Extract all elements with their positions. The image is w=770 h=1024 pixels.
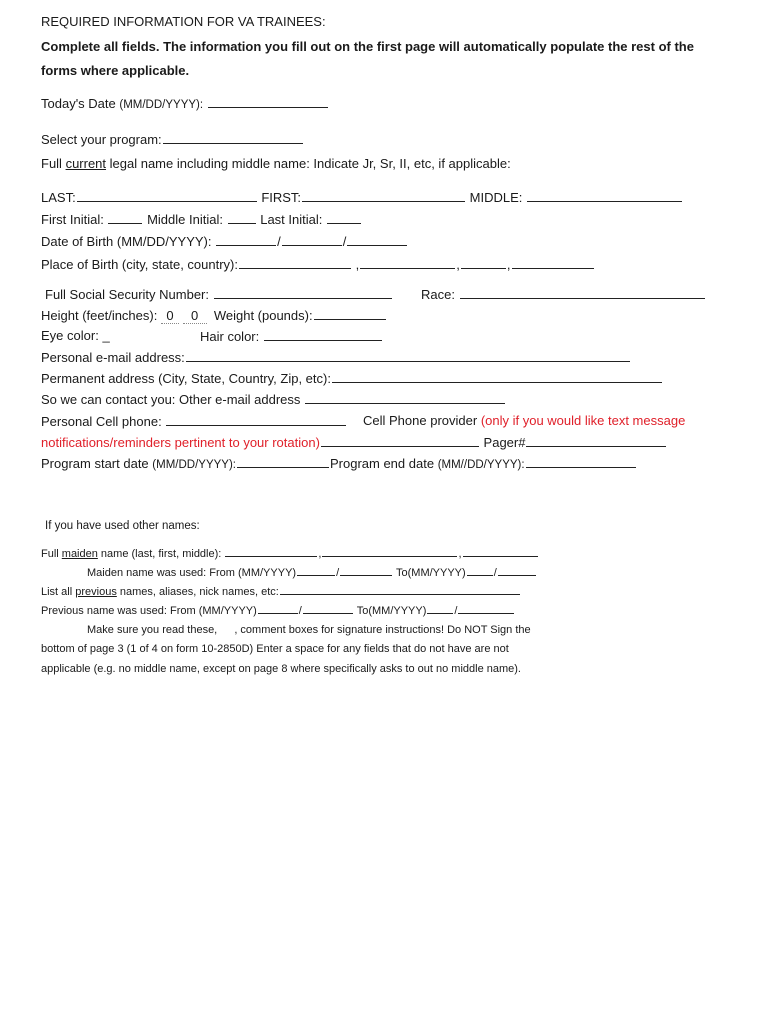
maiden-to-slash: / — [493, 567, 497, 579]
pager-field[interactable] — [526, 434, 666, 447]
maiden-label-post: name (last, first, middle): — [97, 548, 222, 560]
cell-provider-field[interactable] — [321, 434, 479, 447]
program-dates-row — [41, 455, 637, 473]
program-label: Select your program: — [41, 132, 162, 147]
ssn-row — [45, 286, 393, 303]
previous-to-month[interactable] — [427, 601, 453, 614]
eye-color-field[interactable]: _ — [102, 328, 110, 343]
dob-year-field[interactable] — [347, 233, 407, 246]
last-initial-label: Last Initial: — [260, 212, 323, 227]
previous-to-slash: / — [454, 605, 458, 617]
other-email-row — [41, 391, 506, 408]
previous-from-year[interactable] — [303, 601, 353, 614]
dob-sep-2: / — [342, 234, 347, 249]
maiden-comma-1: , — [318, 548, 322, 560]
maiden-to-year[interactable] — [498, 563, 536, 576]
list-label-pre: List all — [41, 586, 76, 598]
pob-sep-1: , — [355, 257, 360, 272]
cell-phone-label: Personal Cell phone: — [41, 414, 162, 429]
height-weight-row — [41, 307, 387, 324]
email-label: Personal e-mail address: — [41, 350, 185, 365]
height-label: Height (feet/inches): — [41, 308, 158, 323]
height-inches-field[interactable]: 0 — [183, 309, 207, 324]
race-row — [421, 286, 706, 303]
maiden-middle-field[interactable] — [463, 544, 538, 557]
footer-line-1 — [87, 622, 531, 638]
list-label-post: names, aliases, nick names, etc: — [116, 586, 279, 598]
pob-label: Place of Birth (city, state, country): — [41, 257, 238, 272]
legal-name-current: current — [65, 156, 107, 171]
previous-used-row — [41, 601, 515, 619]
maiden-used-row — [87, 563, 537, 581]
other-email-label: So we can contact you: Other e-mail address — [41, 392, 301, 407]
address-field[interactable] — [332, 370, 662, 383]
maiden-from-month[interactable] — [297, 563, 335, 576]
instruction-line-1: Complete all fields. The information you fill out on the first page will automatically populate the rest of the — [41, 39, 694, 54]
dob-day-field[interactable] — [282, 233, 342, 246]
legal-name-instructions — [41, 156, 511, 172]
previous-names-row — [41, 582, 521, 600]
program-end-format: (MM//DD/YYYY): — [437, 459, 525, 471]
pob-state-field[interactable] — [360, 256, 455, 269]
middle-initial-field[interactable] — [228, 211, 256, 224]
footer-line-1a: Make sure you read these, — [87, 624, 218, 636]
cell-provider-note-2: notifications/reminders pertinent to your rotation) — [41, 435, 320, 450]
dob-month-field[interactable] — [216, 233, 276, 246]
middle-name-field[interactable] — [527, 189, 682, 202]
address-row — [41, 370, 663, 387]
cell-provider-label: Cell Phone provider — [363, 413, 478, 428]
height-feet-field[interactable]: 0 — [161, 309, 179, 324]
ssn-field[interactable] — [214, 286, 392, 299]
maiden-from-year[interactable] — [340, 563, 392, 576]
todays-date-row — [41, 95, 329, 113]
previous-to-year[interactable] — [458, 601, 514, 614]
pob-sep-2: , — [456, 257, 460, 272]
email-field[interactable] — [186, 349, 630, 362]
last-name-field[interactable] — [77, 189, 257, 202]
maiden-last-field[interactable] — [225, 544, 317, 557]
hair-color-field[interactable] — [264, 328, 382, 341]
pob-extra-field[interactable] — [512, 256, 594, 269]
footer-line-2: bottom of page 3 (1 of 4 on form 10-2850D) Enter a space for any fields that do not have are not — [41, 643, 509, 655]
legal-name-label-pre: Full — [41, 156, 66, 171]
last-initial-field[interactable] — [327, 211, 361, 224]
program-end-field[interactable] — [526, 455, 636, 468]
initials-row — [41, 211, 362, 228]
dob-row — [41, 233, 408, 250]
race-field[interactable] — [460, 286, 705, 299]
form-title: REQUIRED INFORMATION FOR VA TRAINEES: — [41, 14, 326, 29]
middle-name-label: MIDDLE: — [469, 190, 523, 205]
hair-color-label: Hair color: — [200, 329, 260, 344]
footer-line-1b: , comment boxes for signature instructions! Do NOT Sign the — [234, 624, 531, 636]
maiden-label-pre: Full — [41, 548, 62, 560]
todays-date-field[interactable] — [208, 95, 328, 108]
first-name-field[interactable] — [302, 189, 465, 202]
program-start-field[interactable] — [237, 455, 329, 468]
first-name-label: FIRST: — [261, 190, 302, 205]
other-email-field[interactable] — [305, 391, 505, 404]
maiden-from-slash: / — [336, 567, 340, 579]
pob-country-field[interactable] — [461, 256, 506, 269]
name-row — [41, 189, 683, 206]
maiden-name-row — [41, 544, 539, 562]
eye-color-label: Eye color: — [41, 328, 99, 343]
footer-line-3: applicable (e.g. no middle name, except on page 8 where specifically asks to out no middle name). — [41, 663, 521, 675]
weight-label: Weight (pounds): — [213, 308, 313, 323]
pob-row — [41, 256, 595, 273]
todays-date-format: (MM/DD/YYYY): — [119, 99, 204, 111]
program-select-field[interactable] — [163, 131, 303, 144]
eye-color-row — [41, 328, 110, 344]
program-start-format: (MM/DD/YYYY): — [152, 459, 236, 471]
maiden-word: maiden — [61, 548, 98, 560]
maiden-first-field[interactable] — [322, 544, 457, 557]
email-row — [41, 349, 631, 366]
cell-provider-row — [363, 413, 685, 429]
previous-names-field[interactable] — [280, 582, 520, 595]
cell-phone-row — [41, 413, 347, 430]
instruction-line-2: forms where applicable. — [41, 63, 190, 78]
program-start-label: Program start date — [41, 456, 149, 471]
previous-from-slash: / — [298, 605, 302, 617]
legal-name-label-post: legal name including middle name: Indicate Jr, Sr, II, etc, if applicable: — [106, 156, 511, 171]
hair-color-row — [200, 328, 383, 345]
race-label: Race: — [421, 287, 455, 302]
first-initial-label: First Initial: — [41, 212, 104, 227]
dob-label: Date of Birth (MM/DD/YYYY): — [41, 234, 212, 249]
maiden-to-label: To(MM/YYYY) — [396, 567, 466, 579]
previous-to-label: To(MM/YYYY) — [356, 605, 427, 617]
dob-sep-1: / — [277, 234, 281, 249]
previous-from-month[interactable] — [258, 601, 298, 614]
last-name-label: LAST: — [41, 190, 76, 205]
pob-city-field[interactable] — [239, 256, 351, 269]
middle-initial-label: Middle Initial: — [147, 212, 223, 227]
cell-phone-field[interactable] — [166, 413, 346, 426]
list-previous-word: previous — [75, 586, 117, 598]
cell-provider-row-2 — [41, 434, 667, 451]
pager-label: Pager# — [483, 435, 526, 450]
cell-provider-note-1: (only if you would like text message — [480, 413, 686, 428]
pob-sep-3: , — [506, 257, 511, 272]
previous-used-label: Previous name was used: From (MM/YYYY) — [41, 605, 257, 617]
first-initial-field[interactable] — [108, 211, 142, 224]
maiden-comma-2: , — [458, 548, 462, 560]
maiden-to-month[interactable] — [467, 563, 493, 576]
program-row — [41, 131, 304, 148]
weight-field[interactable] — [314, 307, 386, 320]
ssn-label: Full Social Security Number: — [45, 287, 209, 302]
program-end-label: Program end date — [329, 456, 435, 471]
other-names-intro: If you have used other names: — [45, 520, 200, 532]
todays-date-label: Today's Date — [41, 96, 116, 111]
maiden-used-label: Maiden name was used: From (MM/YYYY) — [87, 567, 297, 579]
address-label: Permanent address (City, State, Country, Zip, etc): — [41, 371, 331, 386]
